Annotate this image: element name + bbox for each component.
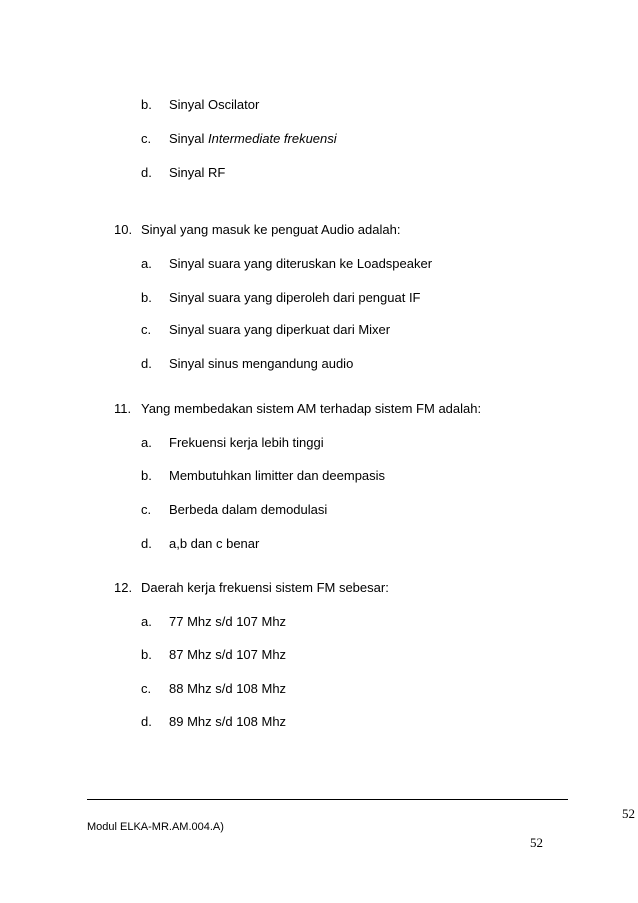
footer-divider bbox=[87, 799, 568, 800]
option-text: Berbeda dalam demodulasi bbox=[169, 502, 328, 517]
question-number: 10. bbox=[114, 222, 133, 237]
option-text: 88 Mhz s/d 108 Mhz bbox=[169, 681, 287, 696]
option-text: Sinyal Oscilator bbox=[169, 97, 260, 112]
option-text: Frekuensi kerja lebih tinggi bbox=[169, 435, 324, 450]
option-letter: b. bbox=[141, 290, 152, 305]
option-letter: d. bbox=[141, 714, 152, 729]
option-text: 77 Mhz s/d 107 Mhz bbox=[169, 614, 287, 629]
option-text-prefix: Sinyal bbox=[169, 131, 209, 146]
option-letter: c. bbox=[141, 502, 152, 517]
option-text: a,b dan c benar bbox=[169, 536, 260, 551]
module-code: Modul ELKA-MR.AM.004.A) bbox=[87, 821, 224, 833]
option-text: Sinyal suara yang diteruskan ke Loadspeaker bbox=[169, 256, 433, 271]
option-letter: c. bbox=[141, 131, 152, 146]
option-letter: d. bbox=[141, 356, 152, 371]
option-text: Sinyal suara yang diperkuat dari Mixer bbox=[169, 322, 391, 337]
option-text bbox=[169, 131, 337, 147]
option-text: Sinyal suara yang diperoleh dari penguat IF bbox=[169, 290, 421, 305]
option-text-italic: Intermediate frekuensi bbox=[208, 131, 337, 146]
option-letter: c. bbox=[141, 681, 152, 696]
option-letter: b. bbox=[141, 97, 152, 112]
option-letter: c. bbox=[141, 322, 152, 337]
option-letter: a. bbox=[141, 256, 152, 271]
question-number: 11. bbox=[114, 401, 132, 416]
option-text: Sinyal RF bbox=[169, 165, 226, 180]
option-text: Membutuhkan limitter dan deempasis bbox=[169, 468, 386, 483]
option-text: Sinyal sinus mengandung audio bbox=[169, 356, 354, 371]
option-text: 89 Mhz s/d 108 Mhz bbox=[169, 714, 287, 729]
option-letter: d. bbox=[141, 536, 152, 551]
question-number: 12. bbox=[114, 580, 133, 595]
option-letter: a. bbox=[141, 435, 152, 450]
option-letter: a. bbox=[141, 614, 152, 629]
option-letter: b. bbox=[141, 468, 152, 483]
page-number: 52 bbox=[622, 806, 635, 821]
question-text: Yang membedakan sistem AM terhadap sistem FM adalah: bbox=[141, 401, 482, 416]
question-text: Daerah kerja frekuensi sistem FM sebesar: bbox=[141, 580, 389, 595]
option-letter: b. bbox=[141, 647, 152, 662]
question-text: Sinyal yang masuk ke penguat Audio adalah: bbox=[141, 222, 401, 237]
page-number-bottom: 52 bbox=[530, 835, 543, 850]
option-letter: d. bbox=[141, 165, 152, 180]
option-text: 87 Mhz s/d 107 Mhz bbox=[169, 647, 287, 662]
